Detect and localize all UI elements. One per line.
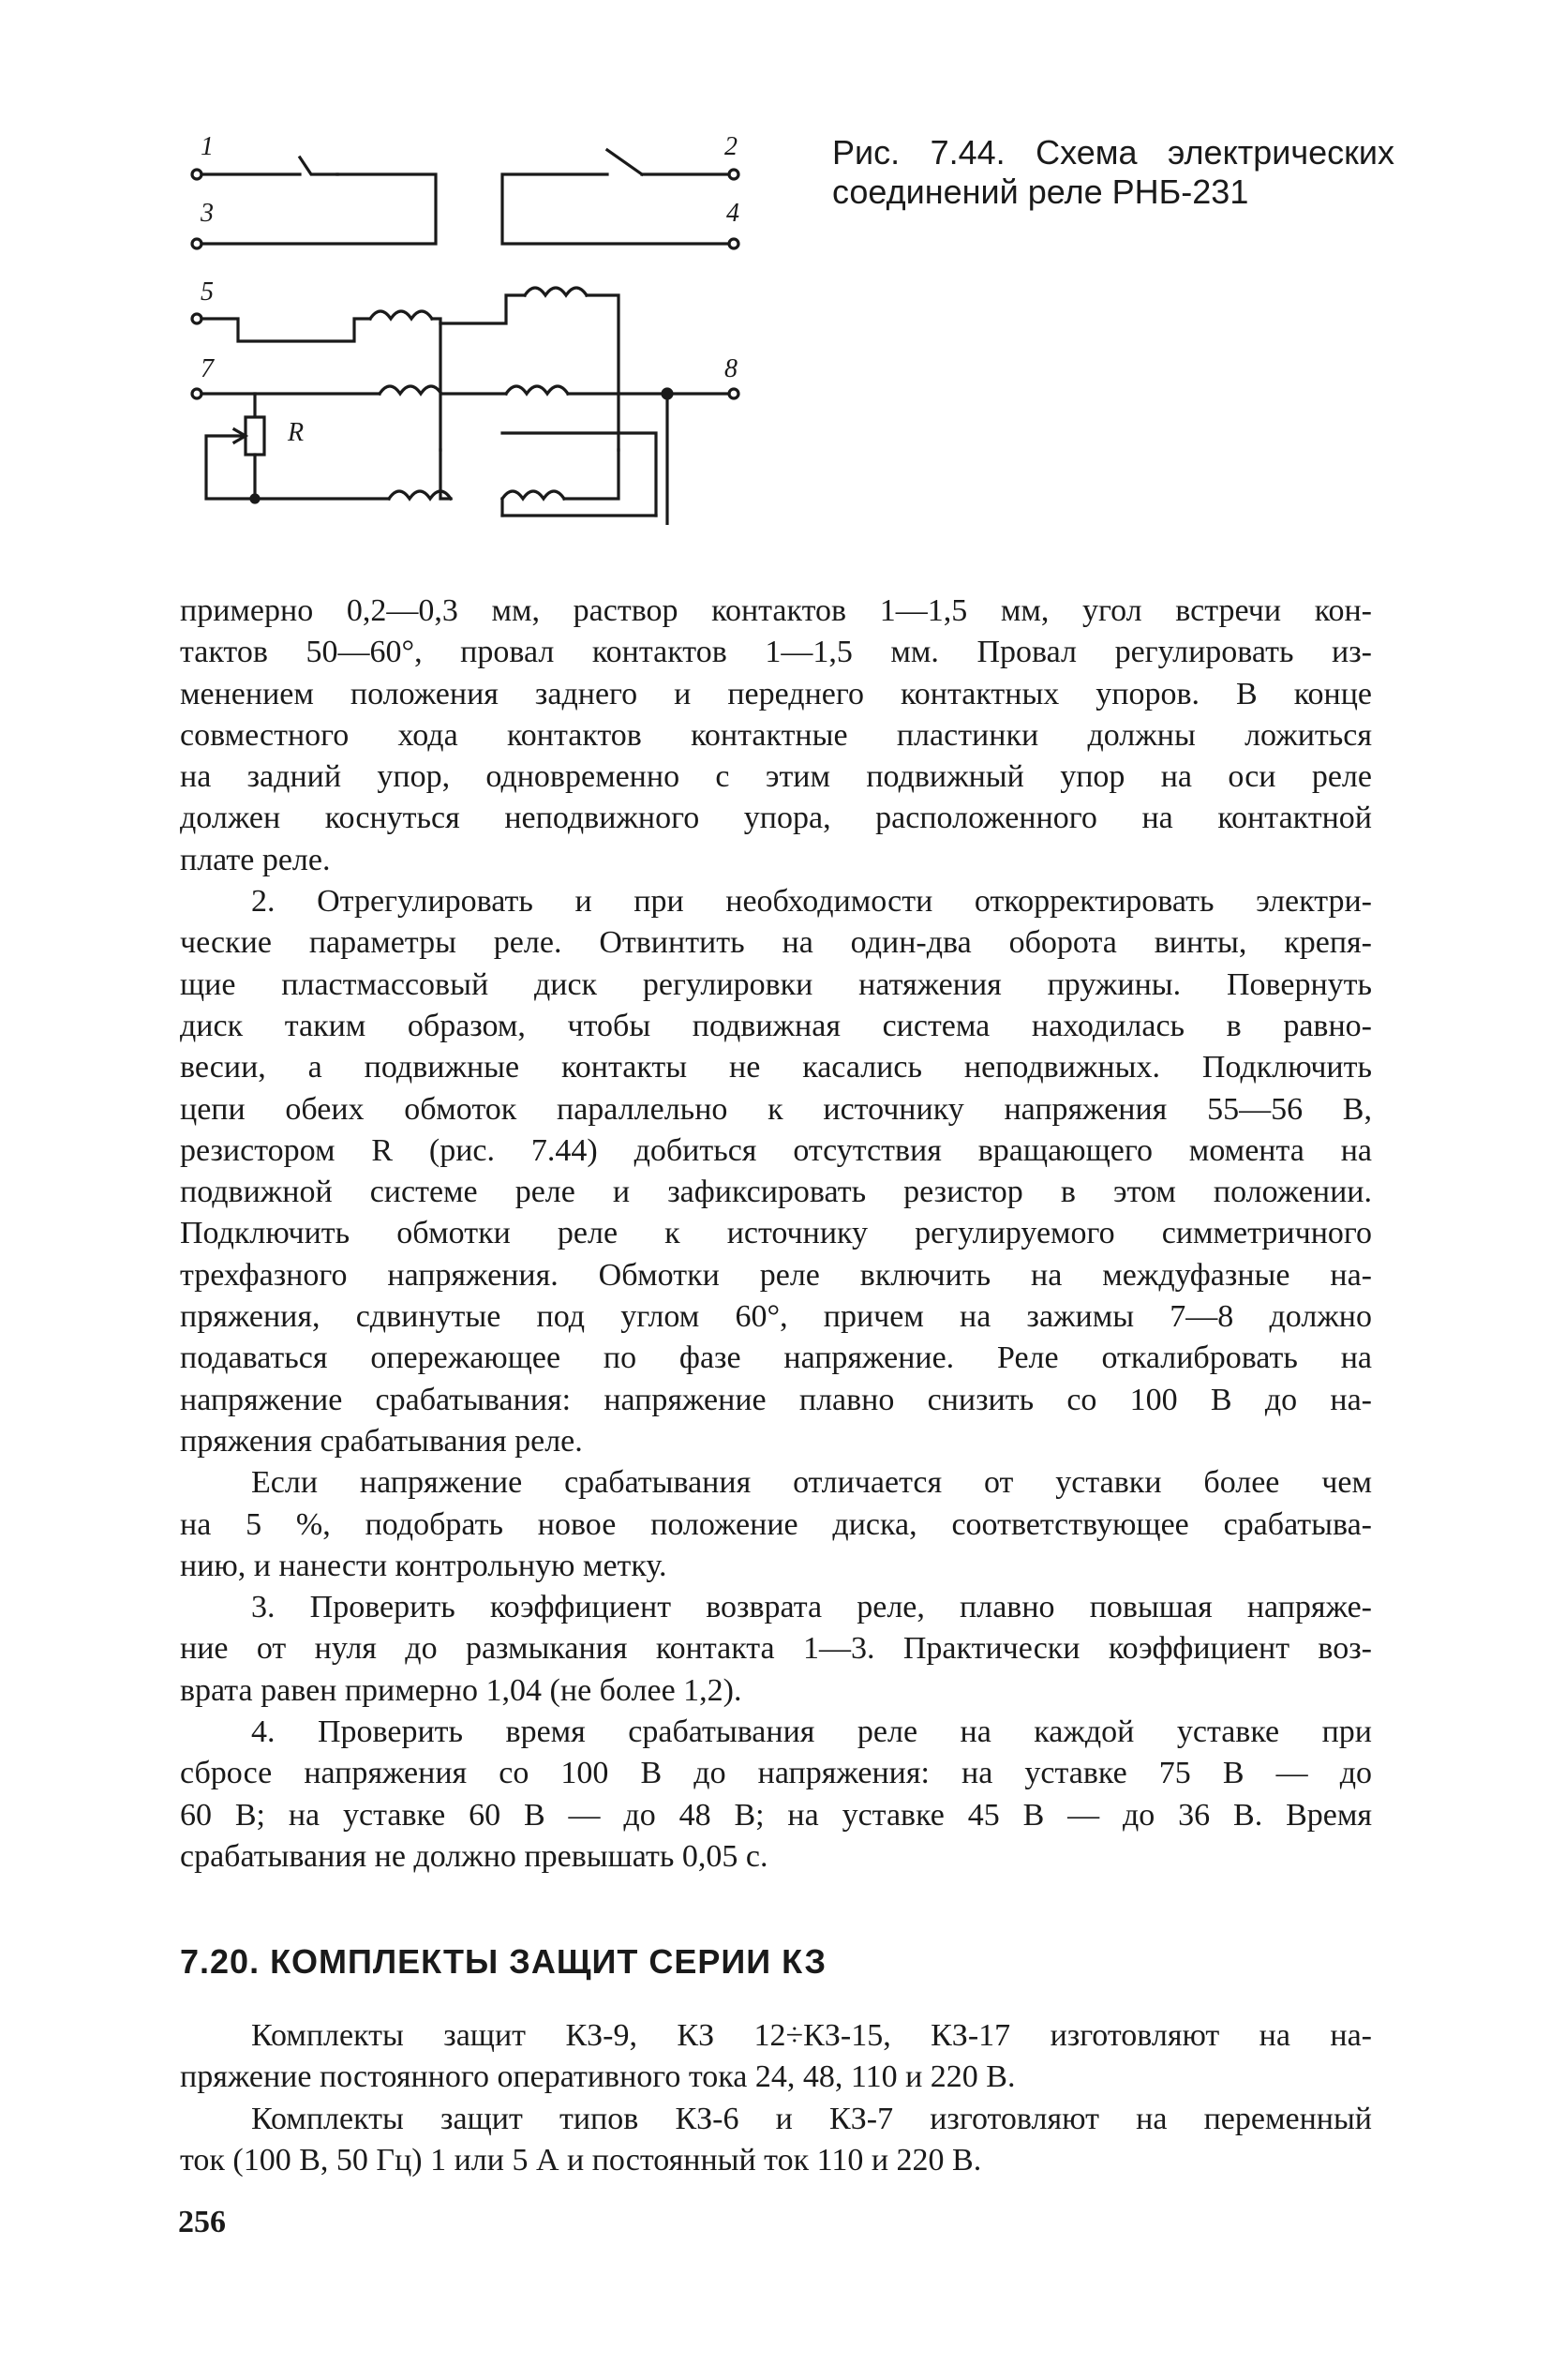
text-line: трехфазного напряжения. Обмотки реле включить на междуфазные на-	[180, 1257, 1372, 1293]
text-line: пряжение постоянного оперативного тока 24, 48, 110 и 220 В.	[180, 2059, 1016, 2095]
text-line: подвижной системе реле и зафиксировать резистор в этом положении.	[180, 1175, 1372, 1210]
text-line: 3. Проверить коэффициент возврата реле, плавно повышая напряже-	[251, 1590, 1372, 1625]
text-line: Подключить обмотки реле к источнику регулируемого симметричного	[180, 1216, 1372, 1251]
terminal-label-2: 2	[724, 132, 738, 161]
terminal-label-1: 1	[201, 132, 214, 161]
text-line: ческие параметры реле. Отвинтить на один-два оборота винты, крепя-	[180, 925, 1372, 961]
text-line: сбросе напряжения со 100 В до напряжения: на уставке 75 В — до	[180, 1756, 1372, 1791]
text-line: тактов 50—60°, провал контактов 1—1,5 мм. Провал регулировать из-	[180, 635, 1372, 670]
resistor-label: R	[288, 418, 305, 447]
text-line: на 5 %, подобрать новое положение диска, соответствующее срабатыва-	[180, 1506, 1372, 1542]
winding-group-bottom	[255, 450, 656, 516]
text-line: ние от нуля до размыкания контакта 1—3. Практически коэффициент воз-	[180, 1631, 1372, 1667]
terminal-label-7: 7	[201, 354, 214, 383]
text-line: Комплекты защит типов КЗ-6 и КЗ-7 изготовляют на переменный	[251, 2101, 1372, 2136]
text-line: нию, и нанести контрольную метку.	[180, 1548, 667, 1583]
paragraph	[180, 2015, 1372, 2099]
text-line: цепи обеих обмоток параллельно к источнику напряжения 55—56 В,	[180, 1091, 1372, 1127]
contact-1-3	[201, 157, 436, 244]
paragraph	[180, 1587, 1372, 1712]
terminal-label-3: 3	[201, 199, 214, 228]
section-body	[180, 2015, 1372, 2181]
text-line: совместного хода контактов контактные пластинки должны ложиться	[180, 717, 1372, 753]
text-line: Комплекты защит КЗ-9, КЗ 12÷КЗ-15, КЗ-17 изготовляют на на-	[251, 2018, 1372, 2053]
wiring-diagram	[187, 131, 768, 525]
text-line: подаваться опережающее по фазе напряжение. Реле откалибровать на	[180, 1340, 1372, 1376]
page-number: 256	[178, 2205, 226, 2239]
body-text	[180, 591, 1372, 1878]
figure-caption	[832, 133, 1394, 212]
text-line: врата равен примерно 1,04 (не более 1,2).	[180, 1672, 742, 1708]
text-line: должен коснуться неподвижного упора, расположенного на контактной	[180, 801, 1372, 836]
contact-2-4	[502, 150, 729, 244]
text-line: щие пластмассовый диск регулировки натяжения пружины. Повернуть	[180, 966, 1372, 1002]
text-line: диск таким образом, чтобы подвижная система находилась в равно-	[180, 1008, 1372, 1043]
text-line: срабатывания не должно превышать 0,05 с.	[180, 1838, 768, 1874]
text-line: пряжения, сдвинутые под углом 60°, причем на зажимы 7—8 должно	[180, 1299, 1372, 1335]
terminal-label-4: 4	[726, 199, 739, 228]
section-title: 7.20. КОМПЛЕКТЫ ЗАЩИТ СЕРИИ КЗ	[180, 1942, 827, 1981]
resistor-r	[206, 394, 264, 502]
paragraph	[180, 881, 1372, 1462]
text-line: 4. Проверить время срабатывания реле на каждой уставке при	[251, 1714, 1372, 1750]
wiring-diagram-svg	[187, 131, 768, 525]
winding-group-middle	[201, 386, 729, 525]
paragraph	[180, 2099, 1372, 2182]
text-line: 60 В; на уставке 60 В — до 48 В; на уставке 45 В — до 36 В. Время	[180, 1797, 1372, 1833]
text-line: примерно 0,2—0,3 мм, раствор контактов 1—1,5 мм, угол встречи кон-	[180, 593, 1372, 628]
text-line: 2. Отрегулировать и при необходимости откорректировать электри-	[251, 884, 1372, 920]
text-line: весии, а подвижные контакты не касались неподвижных. Подключить	[180, 1050, 1372, 1085]
text-line: плате реле.	[180, 842, 331, 877]
paragraph	[180, 591, 1372, 881]
terminal-markers	[192, 170, 738, 398]
terminal-label-8: 8	[724, 354, 738, 383]
text-line: резистором R (рис. 7.44) добиться отсутствия вращающего момента на	[180, 1132, 1372, 1168]
text-line: менением положения заднего и переднего контактных упоров. В конце	[180, 676, 1372, 711]
text-line: Если напряжение срабатывания отличается от уставки более чем	[251, 1465, 1372, 1501]
text-line: ток (100 В, 50 Гц) 1 или 5 А и постоянный ток 110 и 220 В.	[180, 2142, 982, 2178]
paragraph	[180, 1712, 1372, 1878]
text-line: напряжение срабатывания: напряжение плавно снизить со 100 В до на-	[180, 1382, 1372, 1417]
text-line: на задний упор, одновременно с этим подвижный упор на оси реле	[180, 759, 1372, 795]
paragraph	[180, 1462, 1372, 1587]
caption-line-1: Рис. 7.44. Схема электрических	[832, 133, 1394, 172]
text-line: пряжения срабатывания реле.	[180, 1423, 583, 1459]
caption-line-2: соединений реле РНБ-231	[832, 172, 1249, 211]
terminal-label-5: 5	[201, 277, 214, 307]
